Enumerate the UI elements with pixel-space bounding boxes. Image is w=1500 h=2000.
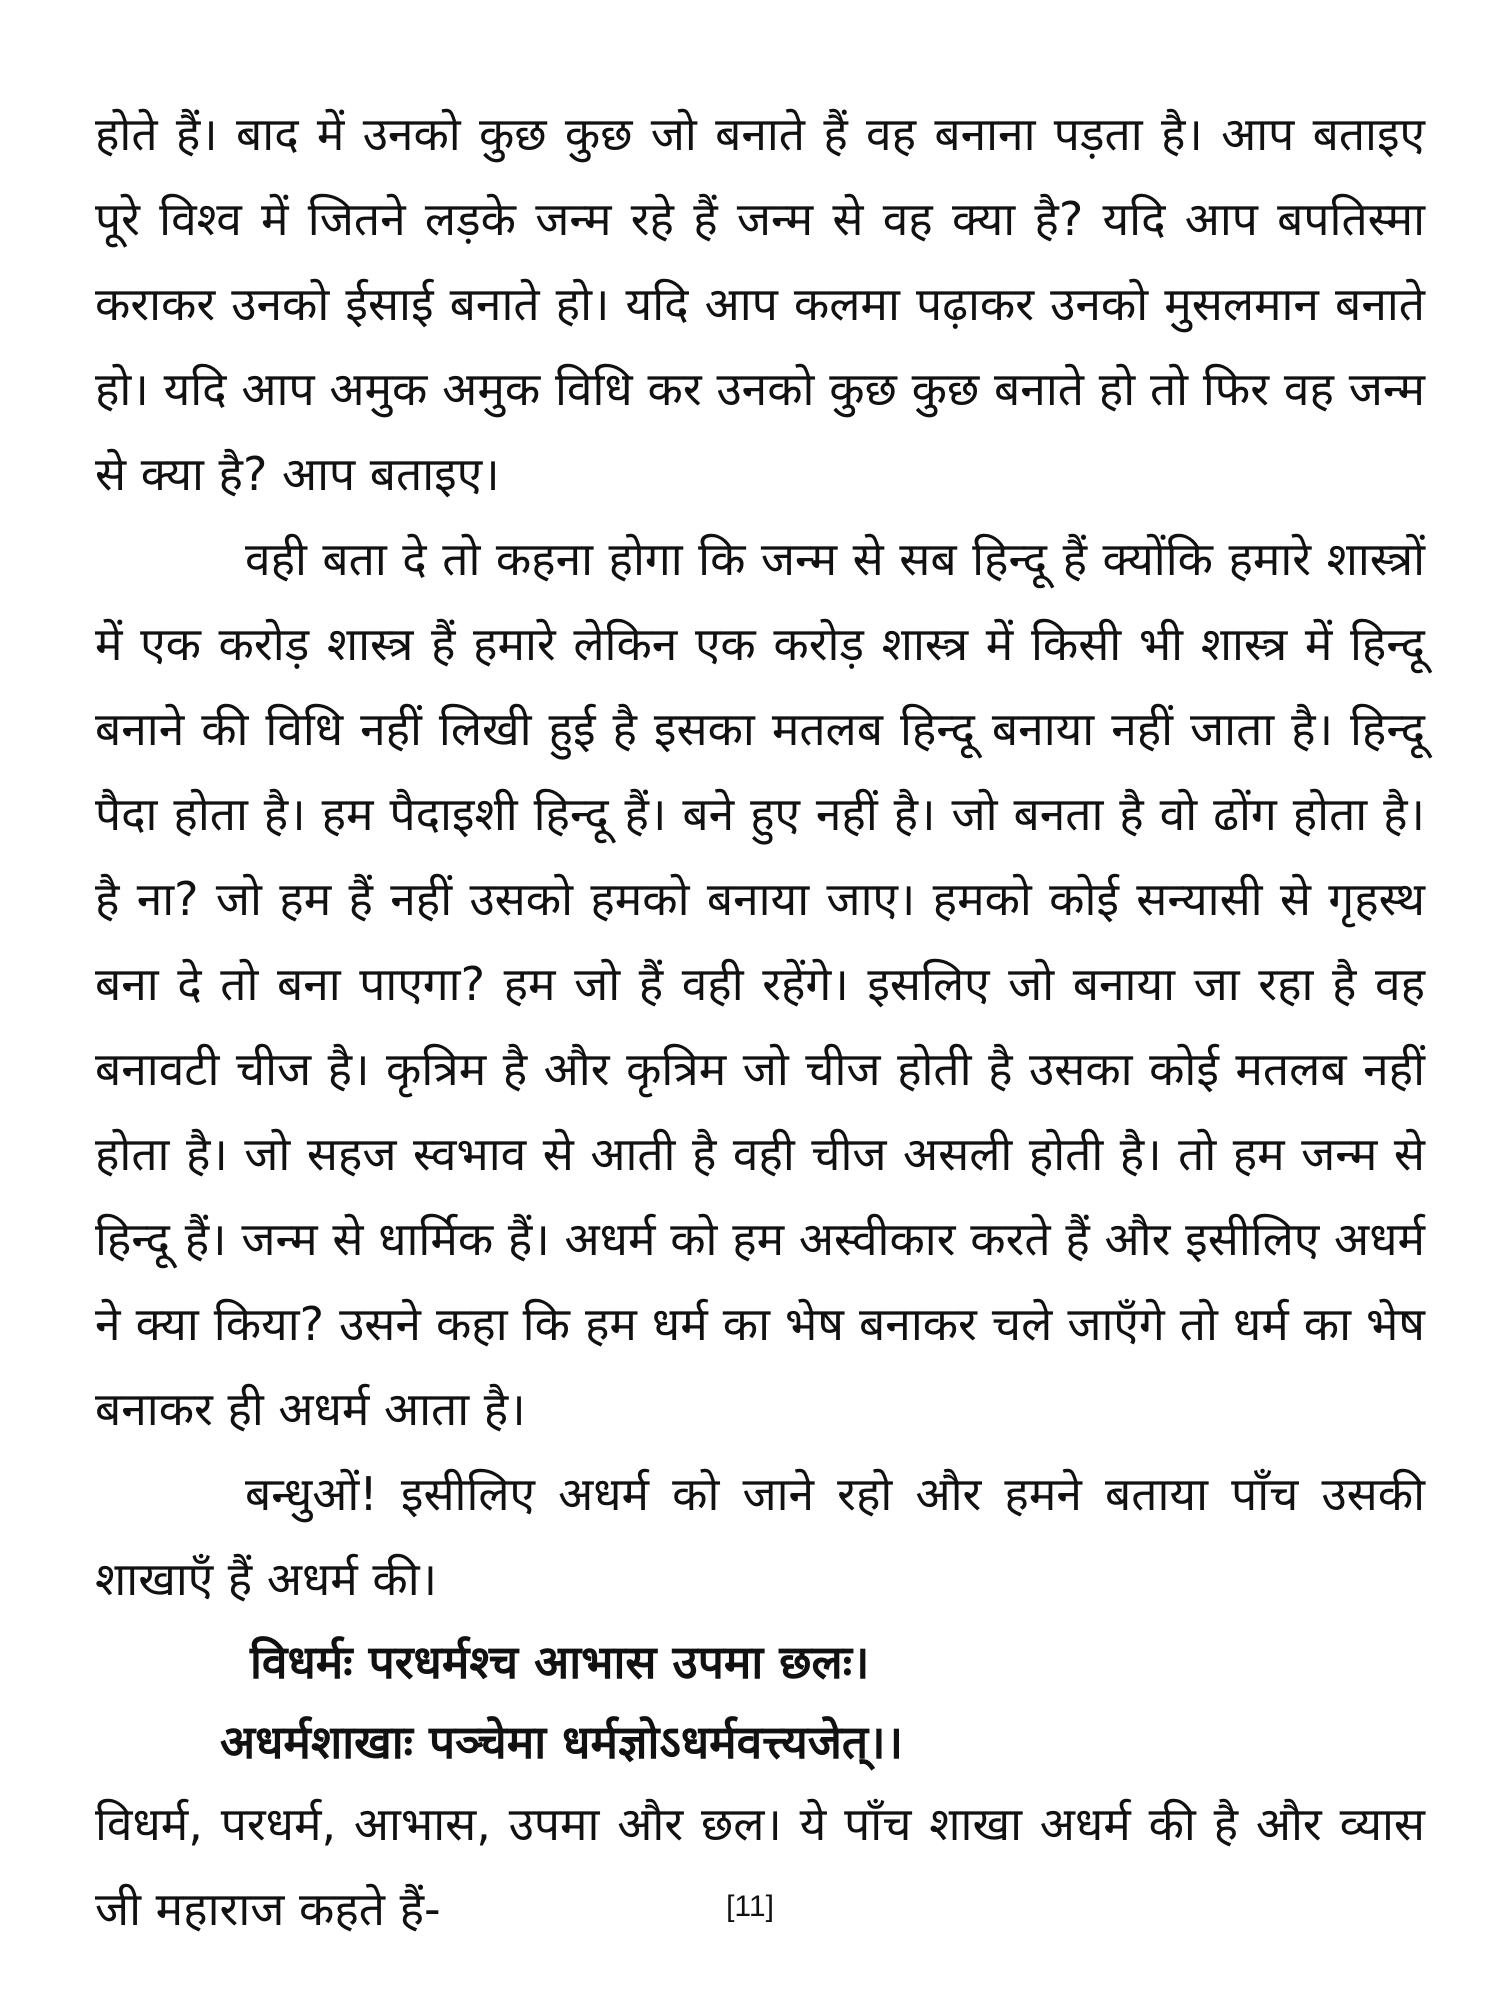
- page-number: [11]: [726, 1890, 774, 1923]
- paragraph-3: बन्धुओं! इसीलिए अधर्म को जाने रहो और हमने बताया पाँच उसकी शाखाएँ हैं अधर्म की।: [95, 1467, 1425, 1606]
- verse-line-2: अधर्मशाखाः पञ्चेमा धर्मज्ञोऽधर्मवत्त्यजेत्।।: [220, 1715, 904, 1769]
- paragraph-1: होते हैं। बाद में उनको कुछ कुछ जो बनाते हैं वह बनाना पड़ता है। आप बताइए पूरे विश्व में जितने लड़के जन्म रहे हैं जन्म से वह क्या है? यदि आप बपतिस्मा कराकर उनको ईसाई बनाते हो। यदि आप कलमा पढ़ाकर उनको मुसलमान बनाते हो। यदि आप अमुक अमुक विधि कर उनको कुछ कुछ बनाते हो तो फिर वह जन्म से क्या है? आप बताइए।: [95, 107, 1425, 501]
- closing-paragraph: विधर्म, परधर्म, आभास, उपमा और छल। ये पाँच शाखा अधर्म की है और व्यास जी महाराज कहते हैं-: [95, 1797, 1425, 1936]
- verse-line-1: विधर्मः परधर्मश्च आभास उपमा छलः।: [250, 1635, 870, 1689]
- page-body: [95, 92, 1425, 1952]
- paragraph-2: वही बता दे तो कहना होगा कि जन्म से सब हिन्दू हैं क्योंकि हमारे शास्त्रों में एक करोड़ शास्त्र हैं हमारे लेकिन एक करोड़ शास्त्र में किसी भी शास्त्र में हिन्दू बनाने की विधि नहीं लिखी हुई है इसका मतलब हिन्दू बनाया नहीं जाता है। हिन्दू पैदा होता है। हम पैदाइशी हिन्दू हैं। बने हुए नहीं है। जो बनता है वो ढोंग होता है। है ना? जो हम हैं नहीं उसको हमको बनाया जाए। हमको कोई सन्यासी से गृहस्थ बना दे तो बना पाएगा? हम जो हैं वही रहेंगे। इसलिए जो बनाया जा रहा है वह बनावटी चीज है। कृत्रिम है और कृत्रिम जो चीज होती है उसका कोई मतलब नहीं होता है। जो सहज स्वभाव से आती है वही चीज असली होती है। तो हम जन्म से हिन्दू हैं। जन्म से धार्मिक हैं। अधर्म को हम अस्वीकार करते हैं और इसीलिए अधर्म ने क्या किया? उसने कहा कि हम धर्म का भेष बनाकर चले जाएँगे तो धर्म का भेष बनाकर ही अधर्म आता है।: [95, 532, 1425, 1436]
- sanskrit-verse: [95, 1622, 1425, 1782]
